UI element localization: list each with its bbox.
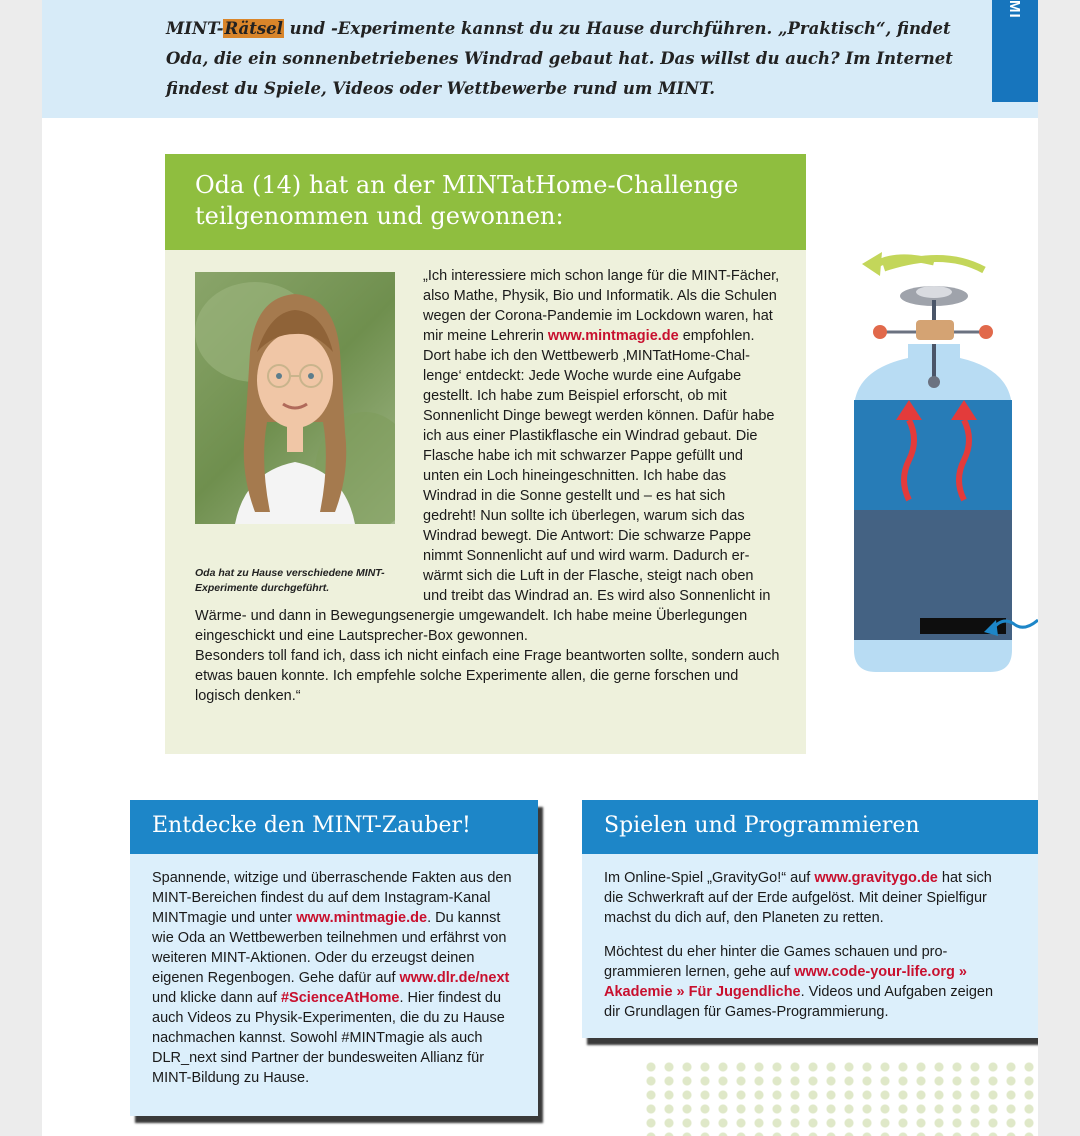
decorative-dot-pattern — [642, 1060, 1038, 1136]
interview-header — [165, 154, 806, 250]
mint-zauber-text-4: . Hier findest du auch Videos zu Physik-Experimenten, die du zu Hause nachmachen kannst. Sowohl #MINTmagie als auch DLR_next sind Partner der bundesweiten Allianz für MINT-Bildung zu Hause. — [152, 990, 505, 1086]
intro-banner — [42, 0, 1038, 118]
mint-zauber-text-3: und klicke dann auf — [152, 990, 281, 1006]
magazine-page — [42, 0, 1038, 1136]
scienceathome-hashtag: #ScienceAtHome — [280, 990, 400, 1006]
interview-heading: Oda (14) hat an der MINTatHome-Challenge teilgenommen und gewonnen: — [195, 171, 739, 230]
code-your-life-text-2: . Videos und Aufgaben zeigen dir Grundlagen für Games-Programmierung. — [604, 984, 994, 1020]
code-your-life-text-1: Möchtest du eher hinter die Games schauen und programmieren lernen, gehe auf — [604, 944, 948, 980]
quote-paragraph-2: Dort habe ich den Wettbewerb ‚MINTatHome-Challenge‘ entdeckt: Jede Woche wurde eine Aufgabe gestellt. Ich habe zum Beispiel erforscht, ob mit Sonnenlicht Dinge bewegt werden können. Dafür habe ich aus einer Plastikflasche ein Windrad gebaut. Die Flasche habe ich mit schwarzer Pappe gefüllt und unten ein Loch hineingeschnitten. Ich habe das Windrad in die Sonne gestellt und – es hat sich gedreht! Nun sollte ich überlegen, warum sich das Windrad bewegt. Die Antwort: Die schwarze Pappe nimmt Sonnenlicht auf und wird warm. Dadurch erwärmt sich die Luft in der Flasche, steigt nach oben und treibt das Windrad an. Es wird also Sonnenlicht in Wärme- und dann in Bewegungsenergie umgewandelt. Ich habe meine Überlegungen eingeschickt und eine Lautsprecher-Box gewonnen. — [195, 348, 775, 644]
mint-zauber-box — [130, 800, 538, 1116]
windmill-graphic — [824, 240, 1038, 680]
gravitygo-paragraph — [604, 868, 1004, 928]
quote-paragraph-3: Besonders toll fand ich, dass ich nicht einfach eine Frage beantworten sollte, sondern auch etwas bauen konnte. Ich empfehle solche Experimente allen, die gerne forschen und logisch denken.“ — [195, 648, 780, 704]
spielen-programmieren-box — [582, 800, 1038, 1038]
side-tab-label: MI — [1006, 0, 1023, 19]
mint-zauber-text-2: . Du kannst wie Oda an Wettbewerben teilnehmen und erfährst von weiteren MINT-Aktionen. Oder du erzeugst deinen eigenen Regenbogen. Gehe dafür auf — [152, 910, 507, 986]
spielen-programmieren-title: Spielen und Programmieren — [604, 813, 920, 838]
mintmagie-link-2[interactable]: www.mintmagie.de — [296, 910, 428, 926]
gravitygo-link[interactable]: www.gravitygo.de — [814, 870, 938, 886]
mintmagie-link[interactable]: www.mintmagie.de — [547, 328, 679, 344]
quote-paragraph-1-end: empfohlen. — [678, 328, 755, 344]
dlr-next-link[interactable]: www.dlr.de/next — [399, 970, 510, 986]
intro-text-start: MINT- — [166, 19, 224, 38]
mint-zauber-text-1: Spannende, witzige und überraschende Fakten aus den MINT-Bereichen findest du auf dem Instagram-Kanal MINTmagie und unter — [152, 870, 512, 926]
mint-zauber-header — [130, 800, 538, 854]
highlighted-word: Rätsel — [224, 19, 283, 38]
code-your-life-paragraph — [604, 942, 1004, 1022]
photo-caption: Oda hat zu Hause verschiedene MINT-Experimente durchgeführt. — [195, 567, 385, 594]
quote-paragraph-1: „Ich interessiere mich schon lange für die MINT-Fächer, also Mathe, Physik, Bio und Informatik. Als die Schulen wegen der Corona-Pandemie im Lockdown waren, hat mir meine Lehrerin — [423, 268, 780, 344]
gravitygo-text-2: hat sich die Schwerkraft auf der Erde aufgelöst. Mit deiner Spielfigur machst du dich auf, den Planeten zu retten. — [604, 870, 992, 926]
mint-zauber-text — [152, 868, 522, 1088]
interview-quote — [195, 266, 781, 706]
code-your-life-link[interactable]: www.code-your-life.org » Akademie » Für Jugendliche — [604, 964, 967, 1000]
spielen-programmieren-header — [582, 800, 1038, 854]
intro-text — [166, 14, 966, 104]
bottle-windmill-illustration — [824, 240, 1038, 680]
interview-box — [165, 154, 806, 754]
section-side-tab — [992, 0, 1038, 102]
gravitygo-text-1: Im Online-Spiel „GravityGo!“ auf — [604, 870, 815, 886]
mint-zauber-title: Entdecke den MINT-Zauber! — [152, 813, 471, 838]
intro-text-rest: und -Experimente kannst du zu Hause durchführen. „Praktisch“, findet Oda, die ein sonnenbetriebenes Windrad gebaut hat. Das willst du auch? Im Internet findest du Spiele, Videos oder Wettbewerbe rund um MINT. — [166, 19, 953, 98]
